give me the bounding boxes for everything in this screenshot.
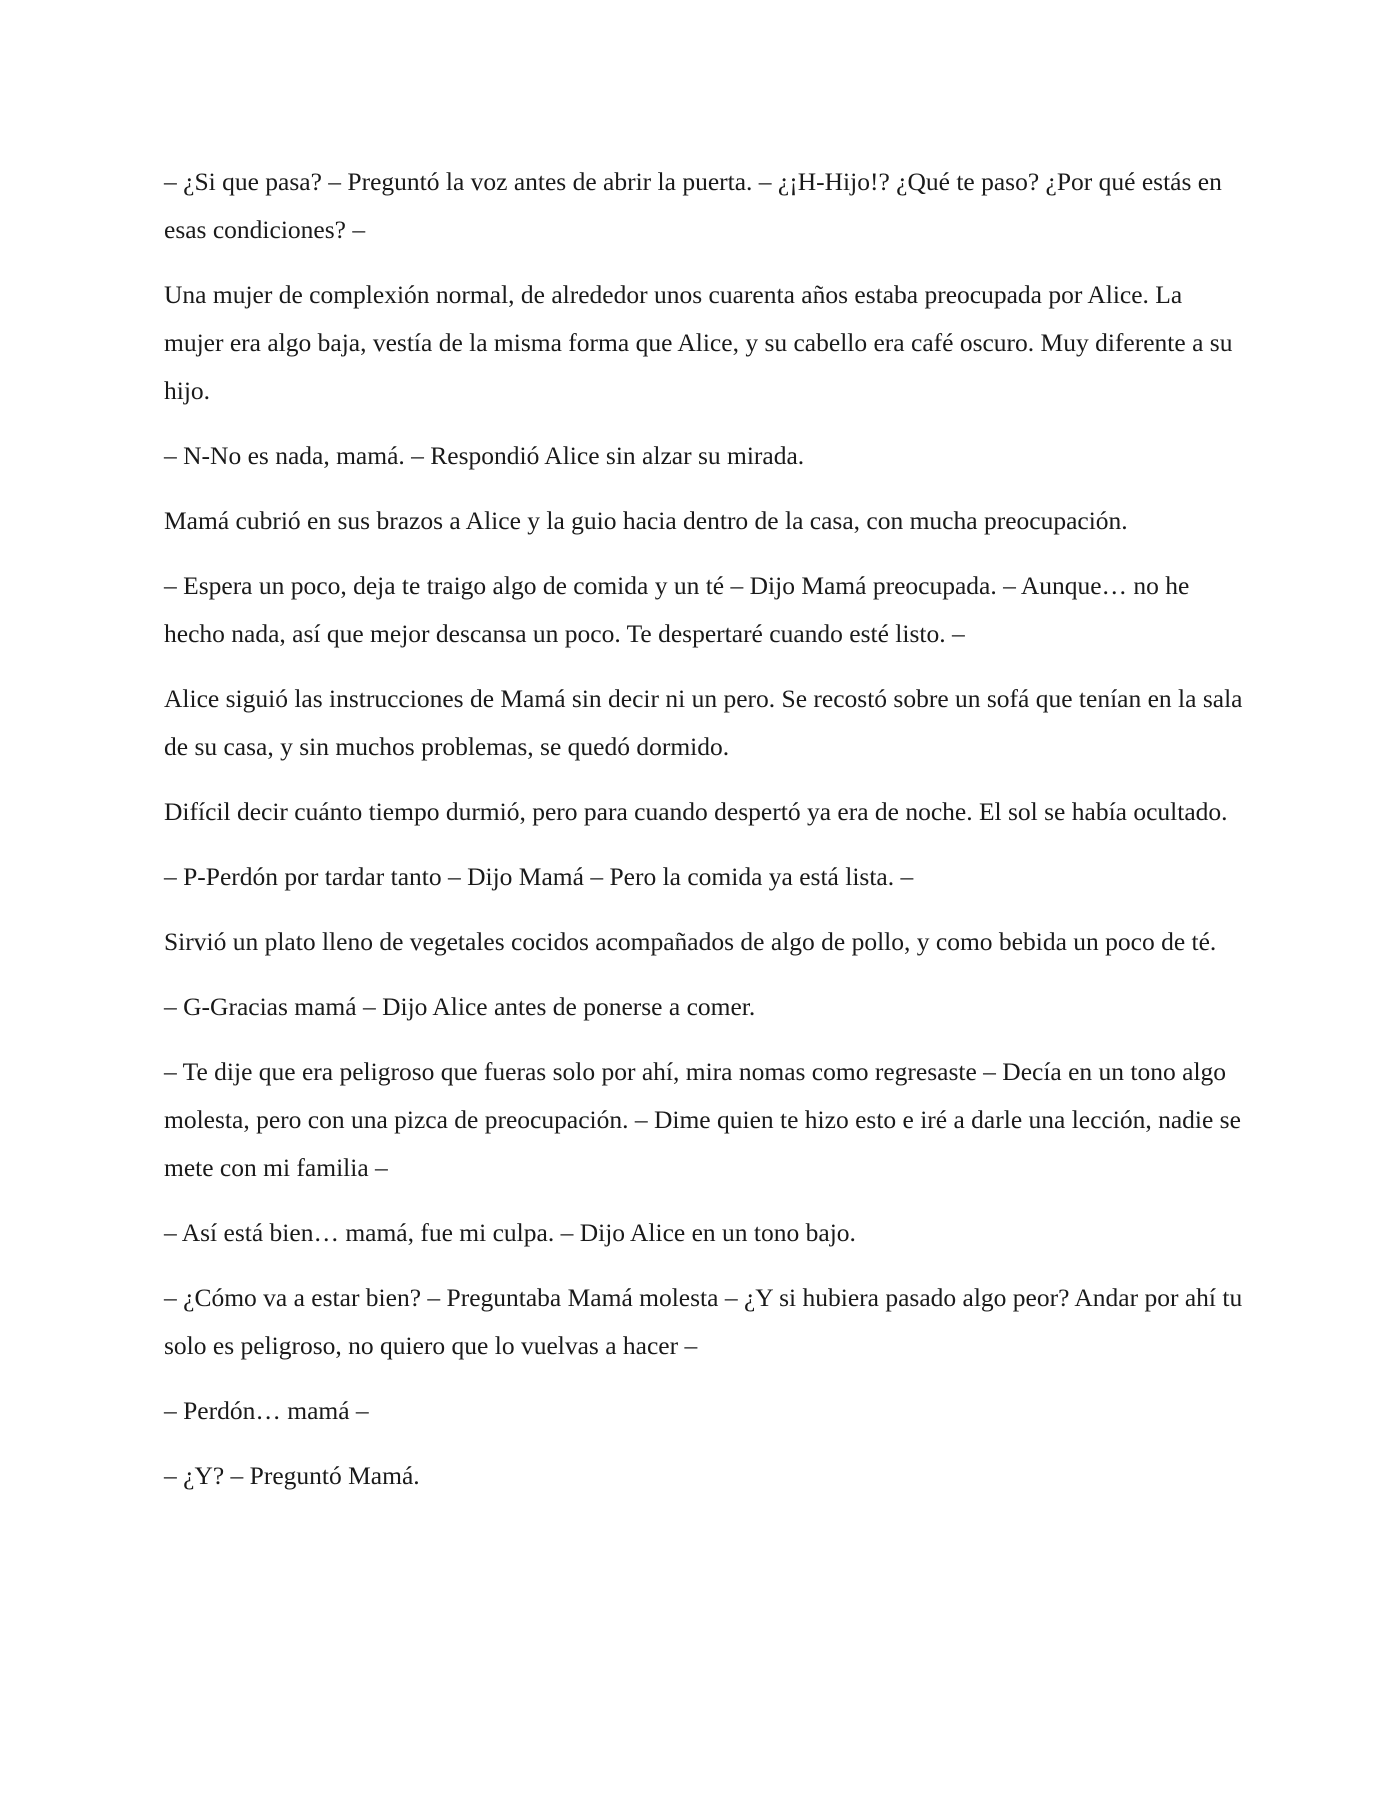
- paragraph: Una mujer de complexión normal, de alrededor unos cuarenta años estaba preocupada por Alice. La mujer era algo baja, vestía de la misma forma que Alice, y su cabello era café oscuro. Muy diferente a su hijo.: [164, 280, 1233, 405]
- document-body: [164, 158, 1244, 1517]
- paragraph: Alice siguió las instrucciones de Mamá sin decir ni un pero. Se recostó sobre un sofá que tenían en la sala de su casa, y sin muchos problemas, se quedó dormido.: [164, 684, 1243, 761]
- paragraph: – N-No es nada, mamá. – Respondió Alice sin alzar su mirada.: [164, 441, 805, 470]
- paragraph: – Espera un poco, deja te traigo algo de comida y un té – Dijo Mamá preocupada. – Aunque… no he hecho nada, así que mejor descansa un poco. Te despertaré cuando esté listo. –: [164, 571, 1190, 648]
- paragraph: – Así está bien… mamá, fue mi culpa. – Dijo Alice en un tono bajo.: [164, 1218, 856, 1247]
- paragraph: – G-Gracias mamá – Dijo Alice antes de ponerse a comer.: [164, 992, 756, 1021]
- paragraph: Sirvió un plato lleno de vegetales cocidos acompañados de algo de pollo, y como bebida un poco de té.: [164, 927, 1217, 956]
- paragraph: Mamá cubrió en sus brazos a Alice y la guio hacia dentro de la casa, con mucha preocupación.: [164, 506, 1128, 535]
- paragraph: – Perdón… mamá –: [164, 1396, 369, 1425]
- paragraph: – Te dije que era peligroso que fueras solo por ahí, mira nomas como regresaste – Decía en un tono algo molesta, pero con una pizca de preocupación. – Dime quien te hizo esto e iré a darle una lección, nadie se mete con mi familia –: [164, 1057, 1241, 1182]
- paragraph: – ¿Si que pasa? – Preguntó la voz antes de abrir la puerta. – ¿¡H-Hijo!? ¿Qué te paso? ¿Por qué estás en esas condiciones? –: [164, 167, 1222, 244]
- paragraph: Difícil decir cuánto tiempo durmió, pero para cuando despertó ya era de noche. El sol se había ocultado.: [164, 797, 1228, 826]
- paragraph: – P-Perdón por tardar tanto – Dijo Mamá – Pero la comida ya está lista. –: [164, 862, 914, 891]
- paragraph: – ¿Cómo va a estar bien? – Preguntaba Mamá molesta – ¿Y si hubiera pasado algo peor? Andar por ahí tu solo es peligroso, no quiero que lo vuelvas a hacer –: [164, 1283, 1243, 1360]
- paragraph: – ¿Y? – Preguntó Mamá.: [164, 1461, 420, 1490]
